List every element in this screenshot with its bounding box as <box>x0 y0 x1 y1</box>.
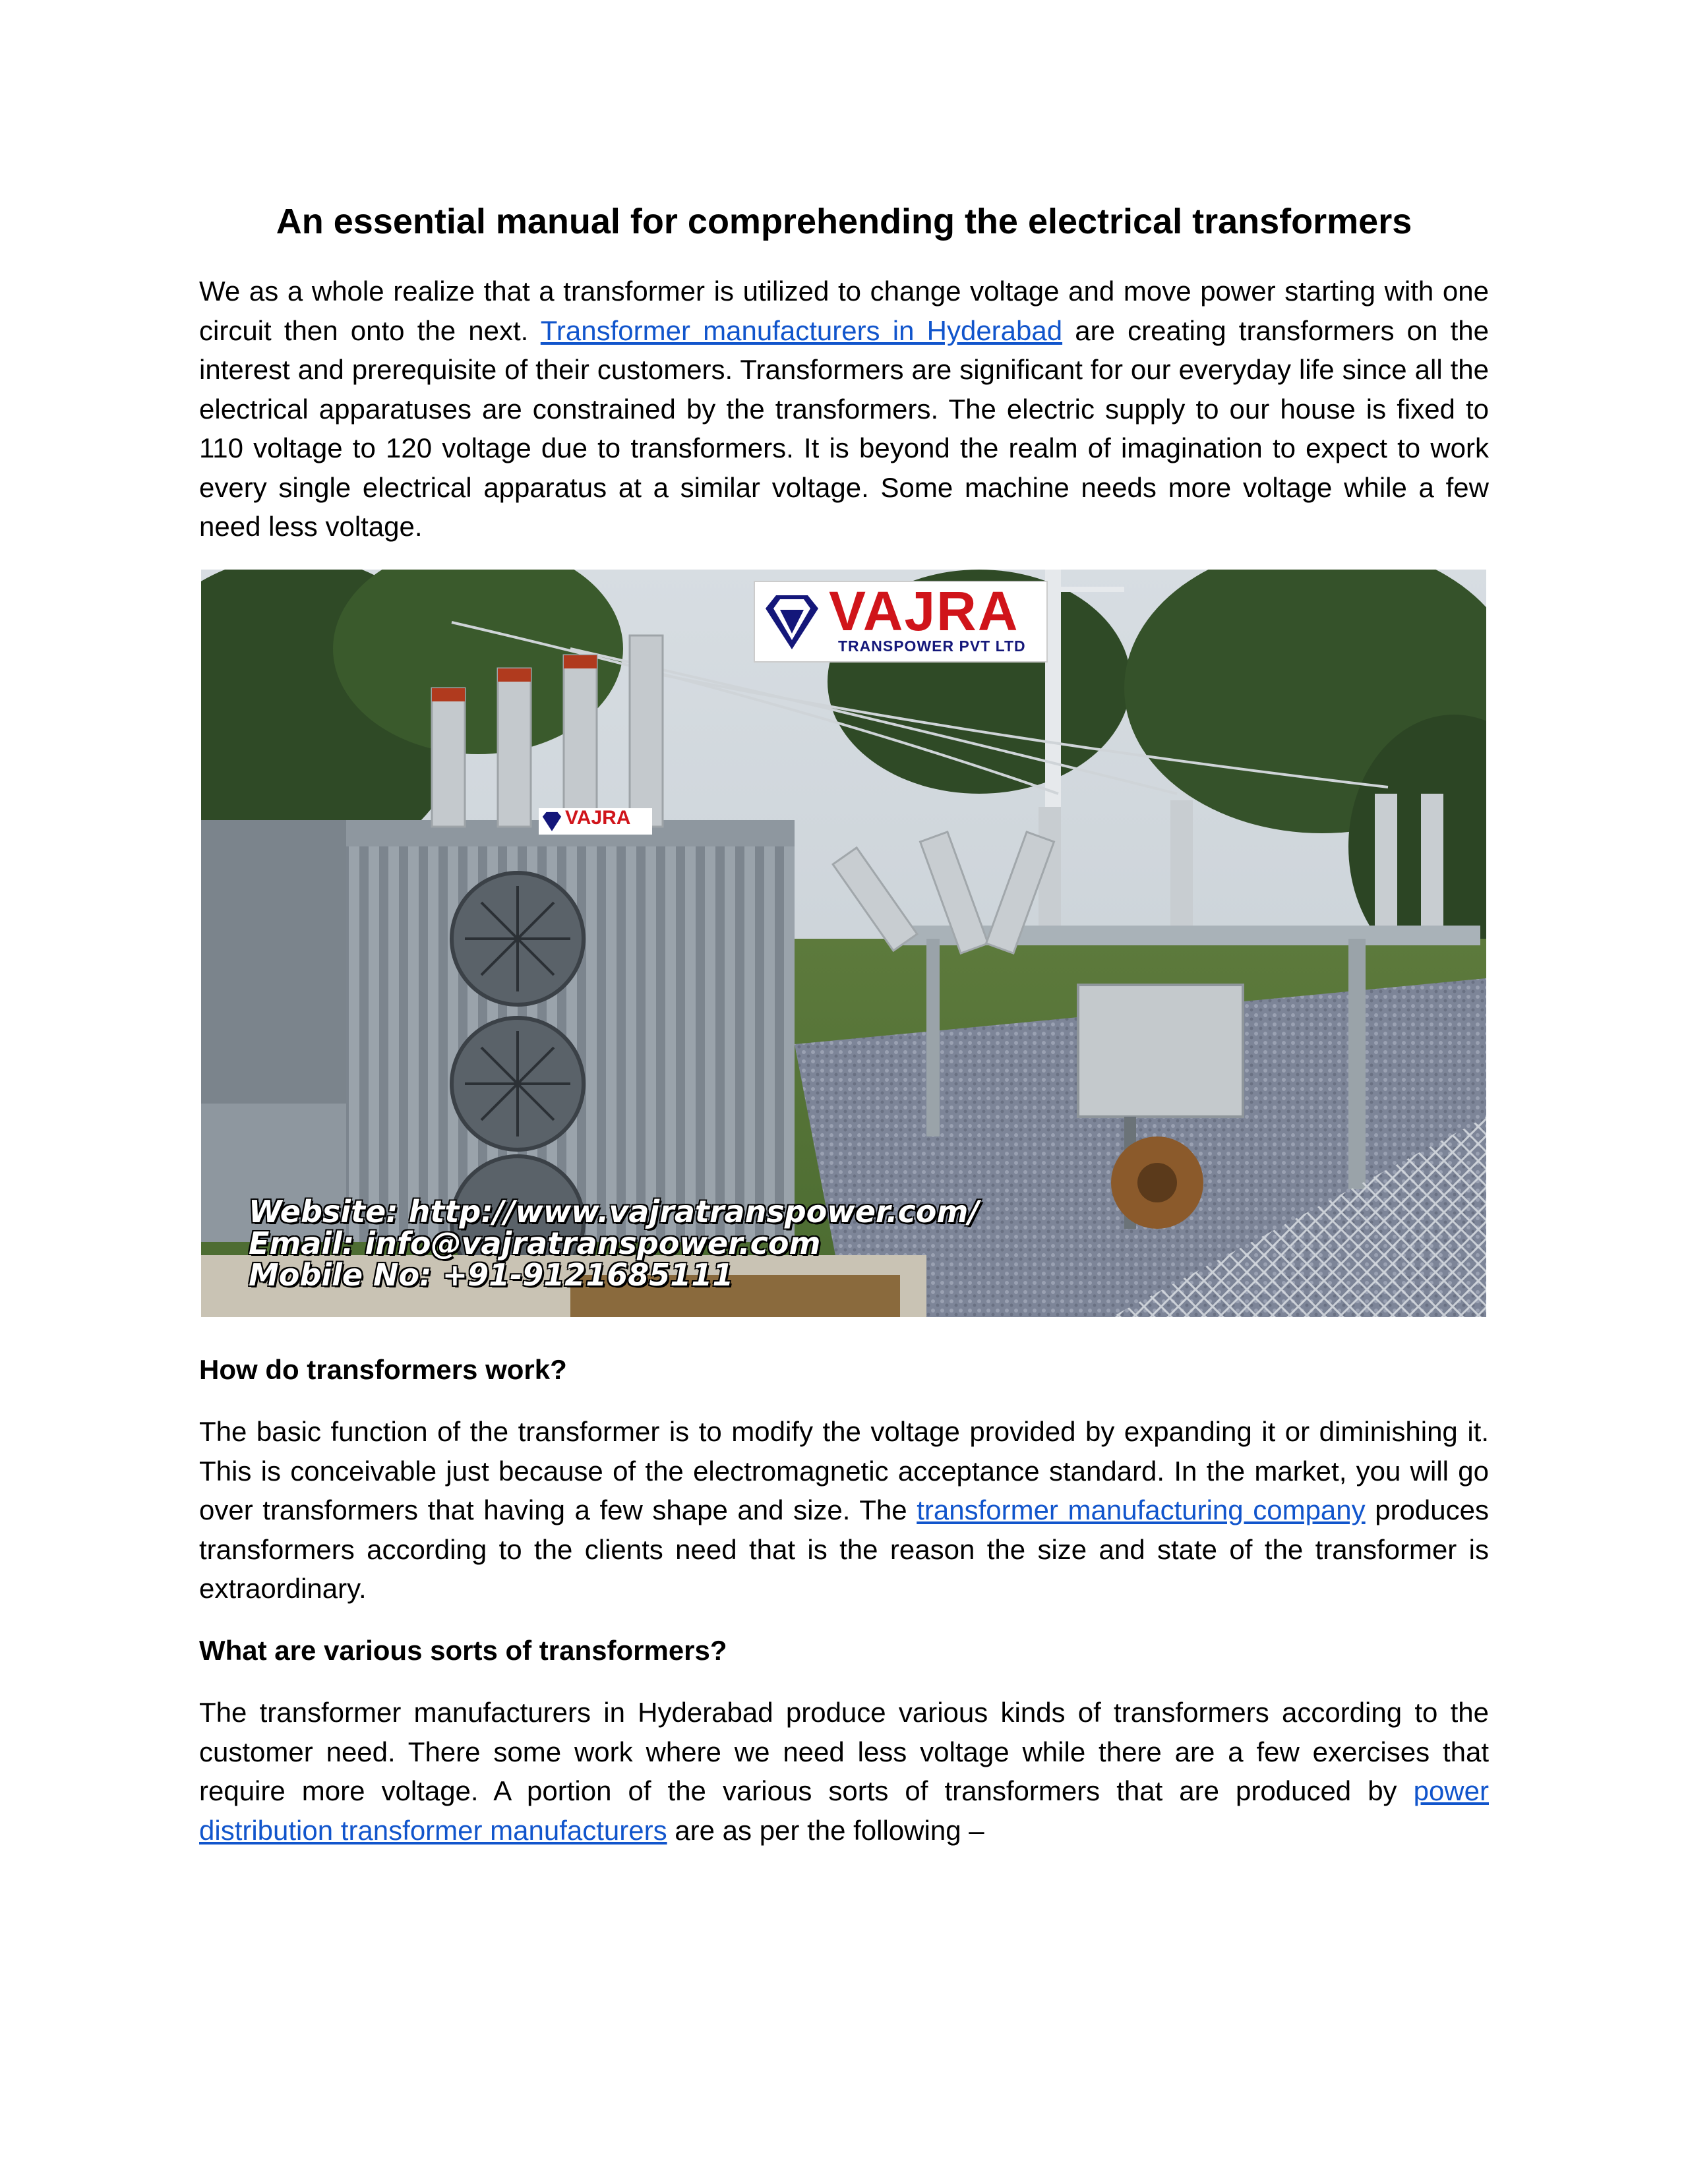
logo-tagline: TRANSPOWER PVT LTD <box>838 637 1026 655</box>
email-text: Email: info@vajratranspower.com <box>249 1225 821 1261</box>
section2-text-before: The transformer manufacturers in Hyderabad produce various kinds of transformers according to the customer need. There some work where we need less voltage while there are a few exercises that require more voltage. A portion of the various sorts of transformers that are produced by <box>199 1697 1489 1806</box>
section1-text-before: The basic function of the transformer is to modify the voltage provided by expanding it or diminishing it. This is conceivable just because of the electromagnetic acceptance standard. In the market, you will go over transformers that having a few shape and size. The <box>199 1416 1489 1525</box>
logo-name: VAJRA <box>829 580 1019 642</box>
website-text: Website: http://www.vajratranspower.com/ <box>249 1194 980 1229</box>
intro-paragraph <box>199 272 1489 546</box>
section1-paragraph <box>199 1412 1489 1608</box>
section2-text-after: are as per the following – <box>667 1814 984 1846</box>
section2-paragraph <box>199 1693 1489 1850</box>
diamond-logo-icon <box>760 590 824 653</box>
intro-text-after: are creating transformers on the interest and prerequisite of their customers. Transformers are significant for our everyday life since all the electrical apparatuses are constrained by the transformers. The electric supply to our house is fixed to 110 voltage to 120 voltage due to transformers. It is beyond the realm of imagination to expect to work every single electrical apparatus at a similar voltage. Some machine needs more voltage while a few need less voltage. <box>199 314 1489 542</box>
section2-heading: What are various sorts of transformers? <box>199 1635 727 1666</box>
panel-diamond-icon <box>541 810 563 833</box>
page-title: An essential manual for comprehending the electrical transformers <box>276 202 1412 241</box>
power-distribution-transformer-manufacturers-link[interactable]: power distribution transformer manufacturers <box>199 1775 1489 1846</box>
transformer-photo <box>201 570 1486 1317</box>
mobile-text: Mobile No: +91-9121685111 <box>249 1257 734 1293</box>
panel-logo <box>539 808 652 835</box>
transformer-manufacturers-hyderabad-link[interactable]: Transformer manufacturers in Hyderabad <box>540 314 1063 346</box>
intro-text-before: We as a whole realize that a transformer is utilized to change voltage and move power starting with one circuit then onto the next. <box>199 276 1489 346</box>
vajra-logo <box>754 581 1048 663</box>
panel-logo-text: VAJRA <box>565 807 631 829</box>
transformer-manufacturing-company-link[interactable]: transformer manufacturing company <box>917 1494 1366 1525</box>
section1-heading: How do transformers work? <box>199 1354 567 1385</box>
contact-overlay <box>249 1196 979 1291</box>
section1-text-after: produces transformers according to the clients need that is the reason the size and state of the transformer is extraordinary. <box>199 1494 1489 1604</box>
